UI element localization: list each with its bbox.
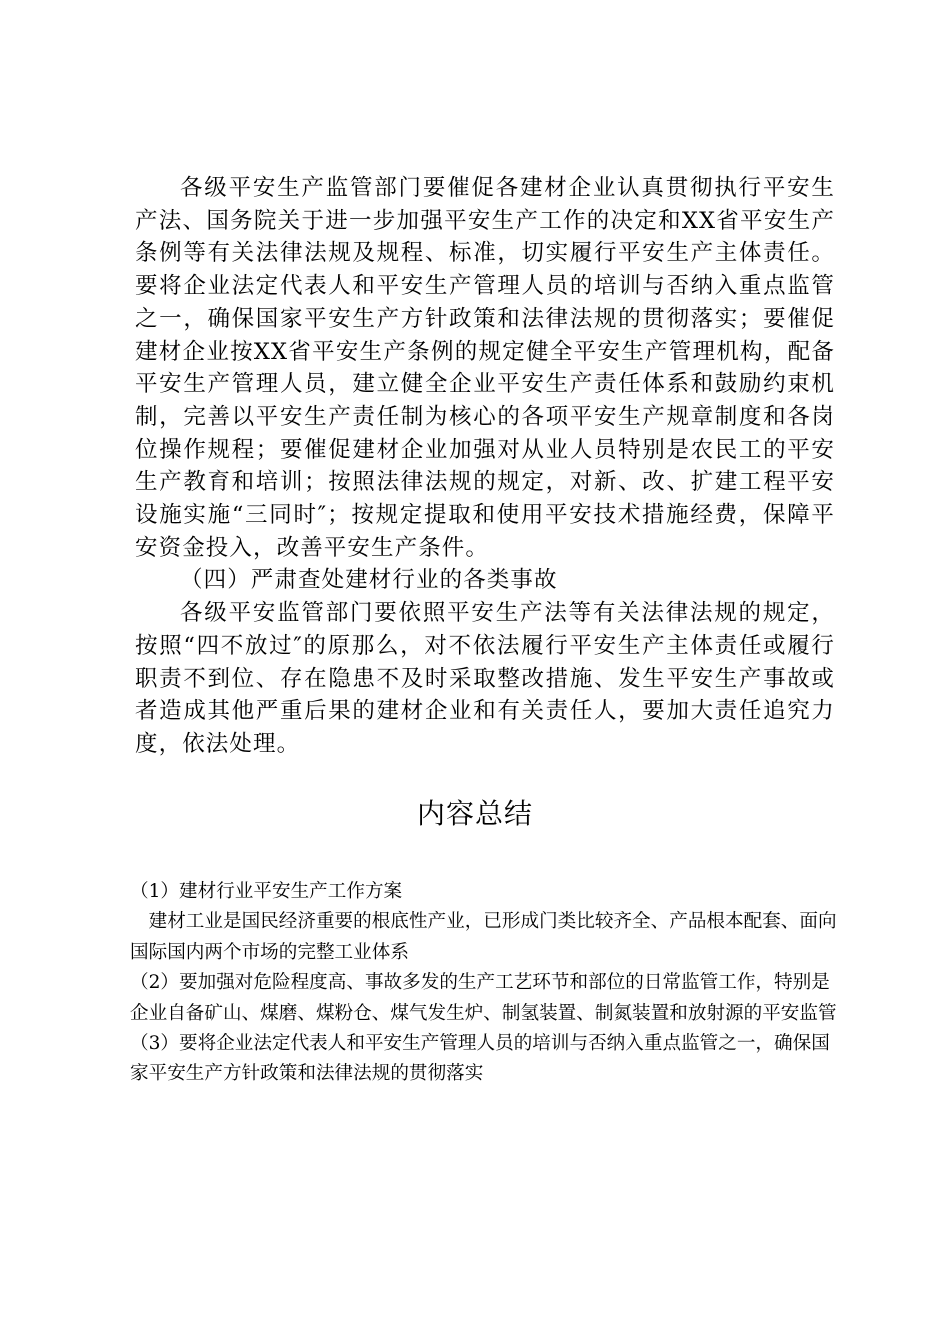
body-paragraph: 各级平安监管部门要依照平安生产法等有关法律法规的规定，按照“四不放过″的原那么，对不依法履行平安生产主体责任或履行职责不到位、存在隐患不及时采取整改措施、发生平安生产事故或者造成其他严重后果的建材企业和有关责任人，要加大责任追究力度，依法处理。 bbox=[135, 600, 835, 757]
summary-item: （3）要将企业法定代表人和平安生产管理人员的培训与否纳入重点监管之一，确保国家平安生产方针政策和法律法规的贯彻落实 bbox=[130, 1033, 830, 1085]
document-body bbox=[135, 172, 835, 761]
summary-item: （1）建材行业平安生产工作方案 bbox=[130, 881, 403, 902]
summary-list bbox=[130, 877, 840, 1090]
summary-item: （2）要加强对危险程度高、事故多发的生产工艺环节和部位的日常监管工作，特别是企业自备矿山、煤磨、煤粉仓、煤气发生炉、制氢装置、制氮装置和放射源的平安监管 bbox=[130, 972, 837, 1024]
body-paragraph: 各级平安生产监管部门要催促各建材企业认真贯彻执行平安生产法、国务院关于进一步加强平安生产工作的决定和XX省平安生产条例等有关法律法规及规程、标准，切实履行平安生产主体责任。要将企业法定代表人和平安生产管理人员的培训与否纳入重点监管之一，确保国家平安生产方针政策和法律法规的贯彻落实；要催促建材企业按XX省平安生产条例的规定健全平安生产管理机构，配备平安生产管理人员，建立健全企业平安生产责任体系和鼓励约束机制，完善以平安生产责任制为核心的各项平安生产规章制度和各岗位操作规程；要催促建材企业加强对从业人员特别是农民工的平安生产教育和培训；按照法律法规的规定，对新、改、扩建工程平安设施实施“三同时″；按规定提取和使用平安技术措施经费，保障平安资金投入，改善平安生产条件。 bbox=[135, 175, 835, 561]
summary-title: 内容总结 bbox=[416, 797, 533, 830]
section-heading: （四）严肃查处建材行业的各类事故 bbox=[180, 567, 558, 594]
summary-item: 建材工业是国民经济重要的根底性产业，已形成门类比较齐全、产品根本配套、面向国际国内两个市场的完整工业体系 bbox=[130, 911, 837, 963]
